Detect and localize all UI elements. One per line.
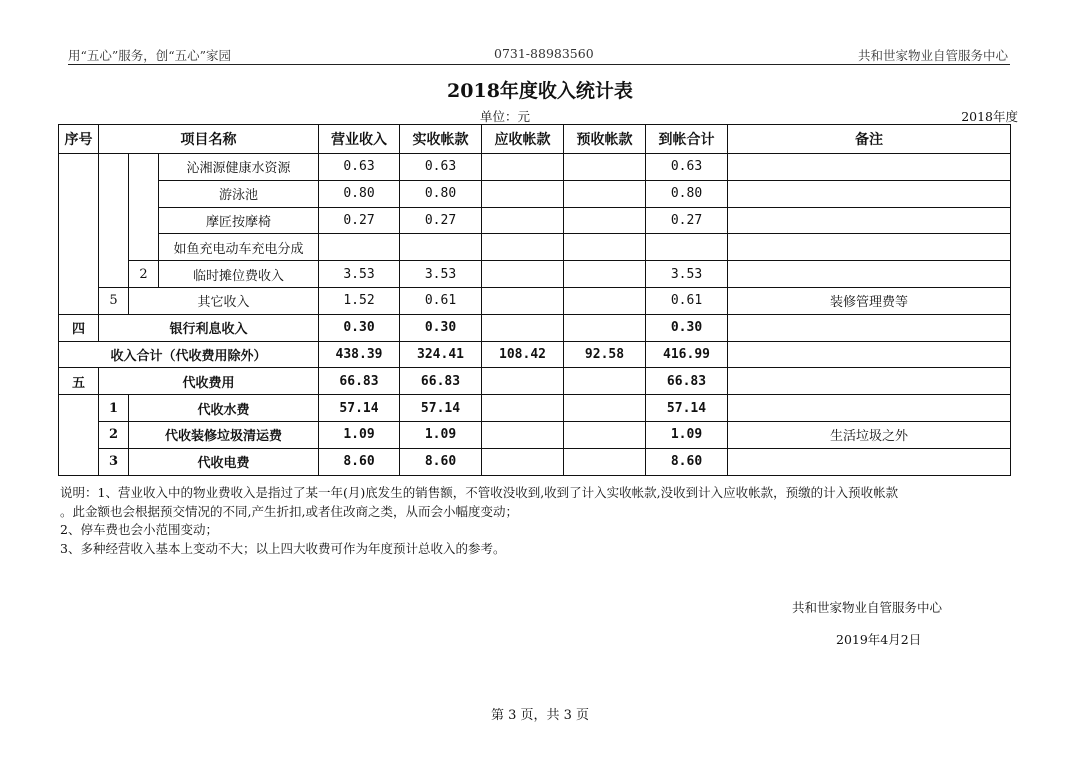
note-line: 说明：1、营业收入中的物业费收入是指过了某一年(月)底发生的销售额，不管收没收到,收到了计入实收帐款,没收到计入应收帐款，预缴的计入预收帐款 — [60, 485, 899, 500]
receivable-cell — [482, 261, 564, 288]
prepaid-cell: 92.58 — [564, 341, 646, 368]
total-cell: 0.27 — [646, 207, 728, 234]
table-row — [59, 448, 1011, 475]
prepaid-cell — [564, 368, 646, 395]
received-cell: 0.80 — [400, 180, 482, 207]
remark-cell — [728, 395, 1011, 422]
prepaid-cell — [564, 180, 646, 207]
prepaid-cell — [564, 261, 646, 288]
unit-label: 单位：元 — [480, 109, 531, 124]
total-cell: 66.83 — [646, 368, 728, 395]
col-prepaid: 预收帐款 — [564, 125, 646, 154]
note-line: 2、停车费也会小范围变动； — [60, 522, 218, 537]
received-cell: 0.63 — [400, 154, 482, 181]
page-title: 2018年度收入统计表 — [447, 80, 633, 102]
received-cell: 66.83 — [400, 368, 482, 395]
signature: 共和世家物业自管服务中心 — [792, 600, 943, 615]
seq-cell — [59, 395, 99, 475]
item-name: 游泳池 — [159, 180, 319, 207]
total-cell — [646, 234, 728, 261]
receivable-cell — [482, 207, 564, 234]
note-line: 。此金额也会根据预交情况的不同,产生折扣,或者住改商之类，从而会小幅度变动； — [60, 503, 518, 519]
total-cell: 1.09 — [646, 421, 728, 448]
table-row — [59, 180, 1011, 207]
total-cell: 416.99 — [646, 341, 728, 368]
remark-cell — [728, 448, 1011, 475]
prepaid-cell — [564, 314, 646, 341]
receivable-cell — [482, 180, 564, 207]
revenue-cell: 0.63 — [319, 154, 400, 181]
received-cell: 57.14 — [400, 395, 482, 422]
table-row — [59, 287, 1011, 314]
table-row-total — [59, 341, 1011, 368]
remark-cell — [728, 314, 1011, 341]
col-name: 项目名称 — [99, 125, 319, 154]
signature-date: 2019年4月2日 — [836, 632, 922, 647]
total-cell: 3.53 — [646, 261, 728, 288]
idx-cell — [99, 154, 129, 288]
revenue-cell: 0.27 — [319, 207, 400, 234]
item-name: 银行利息收入 — [99, 314, 319, 341]
revenue-cell: 8.60 — [319, 448, 400, 475]
col-total: 到帐合计 — [646, 125, 728, 154]
header-slogan: 用“五心”服务，创“五心”家园 — [68, 48, 232, 63]
total-cell: 0.30 — [646, 314, 728, 341]
sub-index: 2 — [129, 261, 159, 288]
received-cell: 0.27 — [400, 207, 482, 234]
revenue-cell: 1.52 — [319, 287, 400, 314]
table-row — [59, 234, 1011, 261]
item-name: 代收水费 — [129, 395, 319, 422]
prepaid-cell — [564, 421, 646, 448]
col-remark: 备注 — [728, 125, 1011, 154]
remark-cell — [728, 180, 1011, 207]
item-name: 临时摊位费收入 — [159, 261, 319, 288]
receivable-cell — [482, 287, 564, 314]
item-name: 代收费用 — [99, 368, 319, 395]
page-number: 第 3 页，共 3 页 — [490, 708, 590, 723]
received-cell: 324.41 — [400, 341, 482, 368]
revenue-cell: 0.80 — [319, 180, 400, 207]
income-table — [58, 124, 1011, 476]
item-name: 收入合计（代收费用除外） — [59, 341, 319, 368]
note-line: 3、多种经营收入基本上变动不大；以上四大收费可作为年度预计总收入的参考。 — [60, 540, 506, 556]
seq-label: 四 — [59, 314, 99, 341]
table-row — [59, 368, 1011, 395]
table-row — [59, 154, 1011, 181]
table-row — [59, 421, 1011, 448]
receivable-cell — [482, 314, 564, 341]
remark-cell: 生活垃圾之外 — [728, 421, 1011, 448]
item-name: 代收装修垃圾清运费 — [129, 421, 319, 448]
total-cell: 0.63 — [646, 154, 728, 181]
remark-cell — [728, 341, 1011, 368]
receivable-cell — [482, 368, 564, 395]
table-row — [59, 314, 1011, 341]
item-index: 1 — [99, 395, 129, 422]
prepaid-cell — [564, 234, 646, 261]
prepaid-cell — [564, 395, 646, 422]
seq-cell — [59, 154, 99, 315]
item-name: 如鱼充电动车充电分成 — [159, 234, 319, 261]
prepaid-cell — [564, 287, 646, 314]
year-label: 2018年度 — [961, 109, 1018, 124]
received-cell: 8.60 — [400, 448, 482, 475]
col-receivable: 应收帐款 — [482, 125, 564, 154]
item-index: 5 — [99, 287, 129, 314]
revenue-cell: 57.14 — [319, 395, 400, 422]
received-cell — [400, 234, 482, 261]
remark-cell — [728, 207, 1011, 234]
receivable-cell — [482, 234, 564, 261]
remark-cell: 装修管理费等 — [728, 287, 1011, 314]
revenue-cell — [319, 234, 400, 261]
remark-cell — [728, 234, 1011, 261]
header-divider — [68, 64, 1010, 65]
seq-label: 五 — [59, 368, 99, 395]
remark-cell — [728, 154, 1011, 181]
revenue-cell: 1.09 — [319, 421, 400, 448]
table-row — [59, 395, 1011, 422]
receivable-cell — [482, 448, 564, 475]
revenue-cell: 3.53 — [319, 261, 400, 288]
item-name: 摩匠按摩椅 — [159, 207, 319, 234]
remark-cell — [728, 261, 1011, 288]
header-org: 共和世家物业自管服务中心 — [857, 48, 1008, 63]
receivable-cell — [482, 154, 564, 181]
received-cell: 0.30 — [400, 314, 482, 341]
revenue-cell: 66.83 — [319, 368, 400, 395]
prepaid-cell — [564, 154, 646, 181]
header-phone: 0731-88983560 — [494, 46, 594, 61]
item-name: 其它收入 — [129, 287, 319, 314]
item-index: 2 — [99, 421, 129, 448]
prepaid-cell — [564, 207, 646, 234]
item-index: 3 — [99, 448, 129, 475]
total-cell: 8.60 — [646, 448, 728, 475]
revenue-cell: 438.39 — [319, 341, 400, 368]
col-received: 实收帐款 — [400, 125, 482, 154]
receivable-cell — [482, 395, 564, 422]
remark-cell — [728, 368, 1011, 395]
notes — [60, 484, 898, 558]
table-header-row — [59, 125, 1011, 154]
received-cell: 1.09 — [400, 421, 482, 448]
received-cell: 0.61 — [400, 287, 482, 314]
col-seq: 序号 — [59, 125, 99, 154]
receivable-cell: 108.42 — [482, 341, 564, 368]
total-cell: 0.80 — [646, 180, 728, 207]
sub-cell — [129, 154, 159, 261]
total-cell: 57.14 — [646, 395, 728, 422]
item-name: 沁湘源健康水资源 — [159, 154, 319, 181]
total-cell: 0.61 — [646, 287, 728, 314]
receivable-cell — [482, 421, 564, 448]
col-revenue: 营业收入 — [319, 125, 400, 154]
received-cell: 3.53 — [400, 261, 482, 288]
revenue-cell: 0.30 — [319, 314, 400, 341]
prepaid-cell — [564, 448, 646, 475]
table-row — [59, 261, 1011, 288]
item-name: 代收电费 — [129, 448, 319, 475]
table-row — [59, 207, 1011, 234]
